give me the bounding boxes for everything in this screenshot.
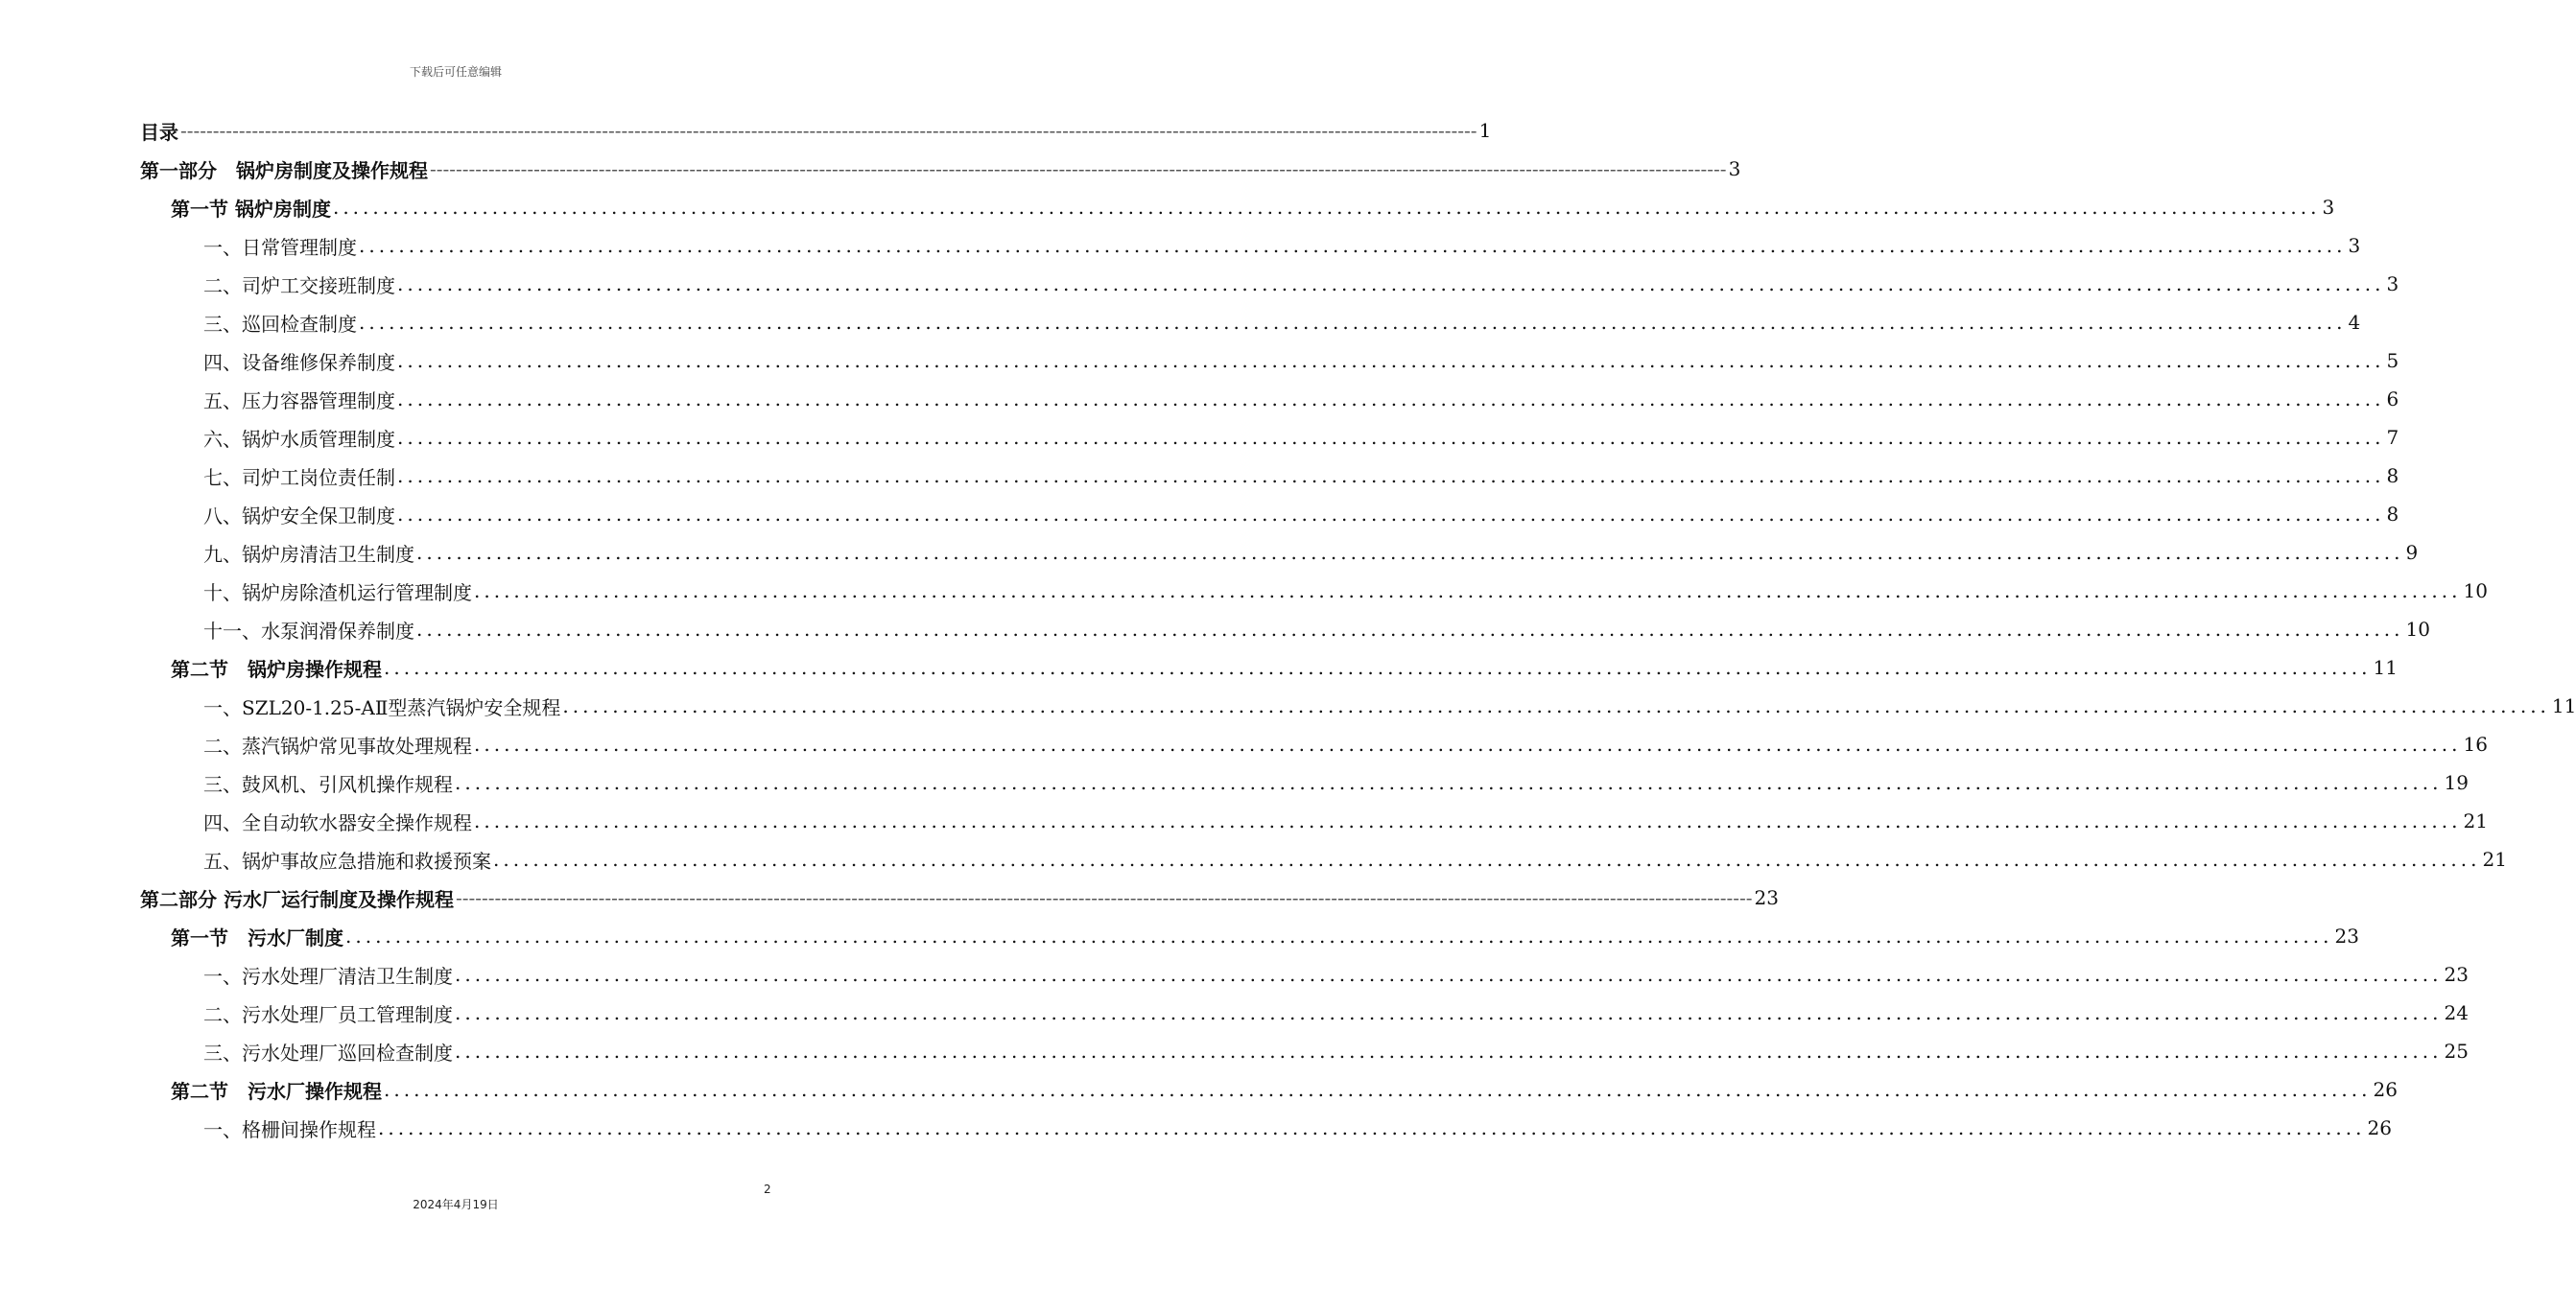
toc-entry-page: 25 bbox=[2444, 1040, 2469, 1063]
toc-entry-title: 二、污水处理厂员工管理制度 bbox=[203, 1002, 453, 1026]
toc-leader: ........................................................................................................................................................................................................ bbox=[455, 963, 2443, 986]
toc-entry-page: 3 bbox=[2348, 234, 2361, 257]
toc-entry-title: 三、鼓风机、引风机操作规程 bbox=[203, 772, 453, 796]
toc-leader: ........................................................................................................................................................................................................ bbox=[384, 656, 2372, 679]
toc-entry[interactable] bbox=[140, 111, 1492, 150]
toc-entry-page: 6 bbox=[2386, 387, 2399, 410]
toc-entry[interactable] bbox=[140, 879, 1779, 917]
toc-entry[interactable] bbox=[203, 687, 2576, 725]
toc-entry-title: 第二节 污水厂操作规程 bbox=[171, 1079, 382, 1103]
toc-entry-title: 二、司炉工交接班制度 bbox=[203, 273, 395, 297]
toc-leader: ........................................................................................................................................................................................................ bbox=[562, 694, 2550, 717]
toc-leader: -------------------------------------------------------------------------------------------------------------------------------------------------------------------------------------------------------- bbox=[180, 119, 1477, 142]
toc-entry-title: 一、SZL20-1.25-AⅡ型蒸汽锅炉安全规程 bbox=[203, 695, 561, 719]
toc-entry-page: 26 bbox=[2373, 1078, 2398, 1101]
toc-entry[interactable] bbox=[140, 150, 1741, 188]
toc-entry-title: 第二部分 污水厂运行制度及操作规程 bbox=[140, 887, 454, 911]
toc-leader: -------------------------------------------------------------------------------------------------------------------------------------------------------------------------------------------------------- bbox=[430, 157, 1727, 180]
toc-entry-title: 八、锅炉安全保卫制度 bbox=[203, 504, 395, 527]
toc-entry-page: 9 bbox=[2405, 541, 2419, 564]
toc-leader: ........................................................................................................................................................................................................ bbox=[474, 579, 2462, 602]
toc-entry-title: 目录 bbox=[140, 120, 178, 144]
toc-entry-page: 4 bbox=[2348, 311, 2361, 334]
toc-leader: ........................................................................................................................................................................................................ bbox=[378, 1116, 2366, 1139]
toc-entry-title: 第二节 锅炉房操作规程 bbox=[171, 657, 382, 681]
toc-entry[interactable] bbox=[203, 495, 2399, 533]
toc-entry-page: 11 bbox=[2551, 694, 2576, 717]
toc-entry-title: 七、司炉工岗位责任制 bbox=[203, 465, 395, 489]
toc-leader: -------------------------------------------------------------------------------------------------------------------------------------------------------------------------------------------------------- bbox=[455, 886, 1753, 909]
toc-entry[interactable] bbox=[203, 725, 2488, 763]
toc-entry-title: 一、格栅间操作规程 bbox=[203, 1117, 376, 1141]
toc-leader: ........................................................................................................................................................................................................ bbox=[416, 541, 2404, 564]
toc-leader: ........................................................................................................................................................................................................ bbox=[332, 196, 2321, 219]
toc-entry-page: 23 bbox=[2444, 963, 2469, 986]
toc-entry-title: 五、锅炉事故应急措施和救援预案 bbox=[203, 849, 491, 873]
toc-leader: ........................................................................................................................................................................................................ bbox=[474, 809, 2462, 832]
toc-entry[interactable] bbox=[203, 1032, 2469, 1070]
toc-entry-page: 3 bbox=[2322, 196, 2335, 219]
toc-entry-title: 四、设备维修保养制度 bbox=[203, 350, 395, 374]
toc-entry-title: 十、锅炉房除渣机运行管理制度 bbox=[203, 580, 472, 604]
toc-entry-title: 六、锅炉水质管理制度 bbox=[203, 427, 395, 451]
toc-leader: ........................................................................................................................................................................................................ bbox=[397, 387, 2385, 410]
toc-entry-page: 3 bbox=[1728, 157, 1741, 180]
toc-entry[interactable] bbox=[203, 380, 2399, 418]
toc-entry-title: 三、巡回检查制度 bbox=[203, 312, 357, 336]
toc-entry[interactable] bbox=[203, 303, 2361, 341]
toc-entry-page: 11 bbox=[2373, 656, 2398, 679]
toc-entry-title: 九、锅炉房清洁卫生制度 bbox=[203, 542, 414, 566]
toc-entry-page: 8 bbox=[2386, 503, 2399, 526]
toc-leader: ........................................................................................................................................................................................................ bbox=[493, 848, 2481, 871]
toc-leader: ........................................................................................................................................................................................................ bbox=[397, 349, 2385, 372]
toc-leader: ........................................................................................................................................................................................................ bbox=[416, 618, 2404, 641]
toc-entry-page: 3 bbox=[2386, 272, 2399, 295]
page-header: 下载后可任意编辑 bbox=[409, 65, 502, 79]
toc-entry[interactable] bbox=[203, 994, 2469, 1032]
toc-leader: ........................................................................................................................................................................................................ bbox=[397, 464, 2385, 487]
toc-entry[interactable] bbox=[171, 1070, 2398, 1109]
toc-entry-page: 10 bbox=[2405, 618, 2430, 641]
toc-entry-page: 24 bbox=[2444, 1001, 2469, 1024]
toc-entry[interactable] bbox=[203, 840, 2507, 879]
toc-entry[interactable] bbox=[171, 648, 2398, 687]
toc-entry-title: 五、压力容器管理制度 bbox=[203, 388, 395, 412]
toc-leader: ........................................................................................................................................................................................................ bbox=[384, 1078, 2372, 1101]
toc-entry-page: 8 bbox=[2386, 464, 2399, 487]
toc-entry-page: 23 bbox=[2334, 925, 2359, 948]
toc-entry-title: 一、污水处理厂清洁卫生制度 bbox=[203, 964, 453, 988]
toc-entry-page: 21 bbox=[2482, 848, 2507, 871]
toc-entry-title: 第一节 污水厂制度 bbox=[171, 926, 343, 949]
toc-leader: ........................................................................................................................................................................................................ bbox=[345, 925, 2333, 948]
toc-entry-page: 7 bbox=[2386, 426, 2399, 449]
toc-leader: ........................................................................................................................................................................................................ bbox=[359, 311, 2347, 334]
page-number: 2 bbox=[764, 1183, 771, 1196]
footer-date: 2024年4月19日 bbox=[413, 1198, 499, 1211]
toc-entry[interactable] bbox=[203, 763, 2469, 802]
toc-entry-title: 第一节 锅炉房制度 bbox=[171, 197, 331, 221]
toc-entry[interactable] bbox=[203, 802, 2488, 840]
toc-entry-title: 四、全自动软水器安全操作规程 bbox=[203, 810, 472, 834]
toc-entry[interactable] bbox=[203, 226, 2361, 265]
toc-entry[interactable] bbox=[203, 572, 2488, 610]
toc-leader: ........................................................................................................................................................................................................ bbox=[474, 733, 2462, 756]
toc-leader: ........................................................................................................................................................................................................ bbox=[397, 503, 2385, 526]
toc-entry[interactable] bbox=[171, 917, 2359, 955]
toc-entry[interactable] bbox=[203, 610, 2430, 648]
toc-entry-title: 二、蒸汽锅炉常见事故处理规程 bbox=[203, 734, 472, 758]
toc-entry-page: 10 bbox=[2463, 579, 2488, 602]
toc-leader: ........................................................................................................................................................................................................ bbox=[397, 426, 2385, 449]
toc-leader: ........................................................................................................................................................................................................ bbox=[397, 272, 2385, 295]
toc-leader: ........................................................................................................................................................................................................ bbox=[455, 1001, 2443, 1024]
toc-entry[interactable] bbox=[203, 418, 2399, 457]
toc-entry[interactable] bbox=[203, 341, 2399, 380]
toc-entry-page: 19 bbox=[2444, 771, 2469, 794]
toc-entry[interactable] bbox=[203, 533, 2419, 572]
toc-entry-page: 5 bbox=[2386, 349, 2399, 372]
toc-leader: ........................................................................................................................................................................................................ bbox=[359, 234, 2347, 257]
toc-leader: ........................................................................................................................................................................................................ bbox=[455, 771, 2443, 794]
toc-entry[interactable] bbox=[203, 457, 2399, 495]
toc-entry-page: 16 bbox=[2463, 733, 2488, 756]
toc-leader: ........................................................................................................................................................................................................ bbox=[455, 1040, 2443, 1063]
toc-entry[interactable] bbox=[203, 1109, 2392, 1147]
toc-entry-title: 三、污水处理厂巡回检查制度 bbox=[203, 1041, 453, 1065]
toc-entry-page: 1 bbox=[1478, 119, 1492, 142]
toc-entry-title: 十一、水泵润滑保养制度 bbox=[203, 619, 414, 643]
toc-entry[interactable] bbox=[203, 955, 2469, 994]
toc-entry-title: 第一部分 锅炉房制度及操作规程 bbox=[140, 158, 428, 182]
toc-entry-page: 21 bbox=[2463, 809, 2488, 832]
toc-entry-title: 一、日常管理制度 bbox=[203, 235, 357, 259]
toc-entry-page: 26 bbox=[2367, 1116, 2392, 1139]
toc-entry[interactable] bbox=[203, 265, 2399, 303]
toc-entry[interactable] bbox=[171, 188, 2335, 226]
toc-entry-page: 23 bbox=[1754, 886, 1779, 909]
